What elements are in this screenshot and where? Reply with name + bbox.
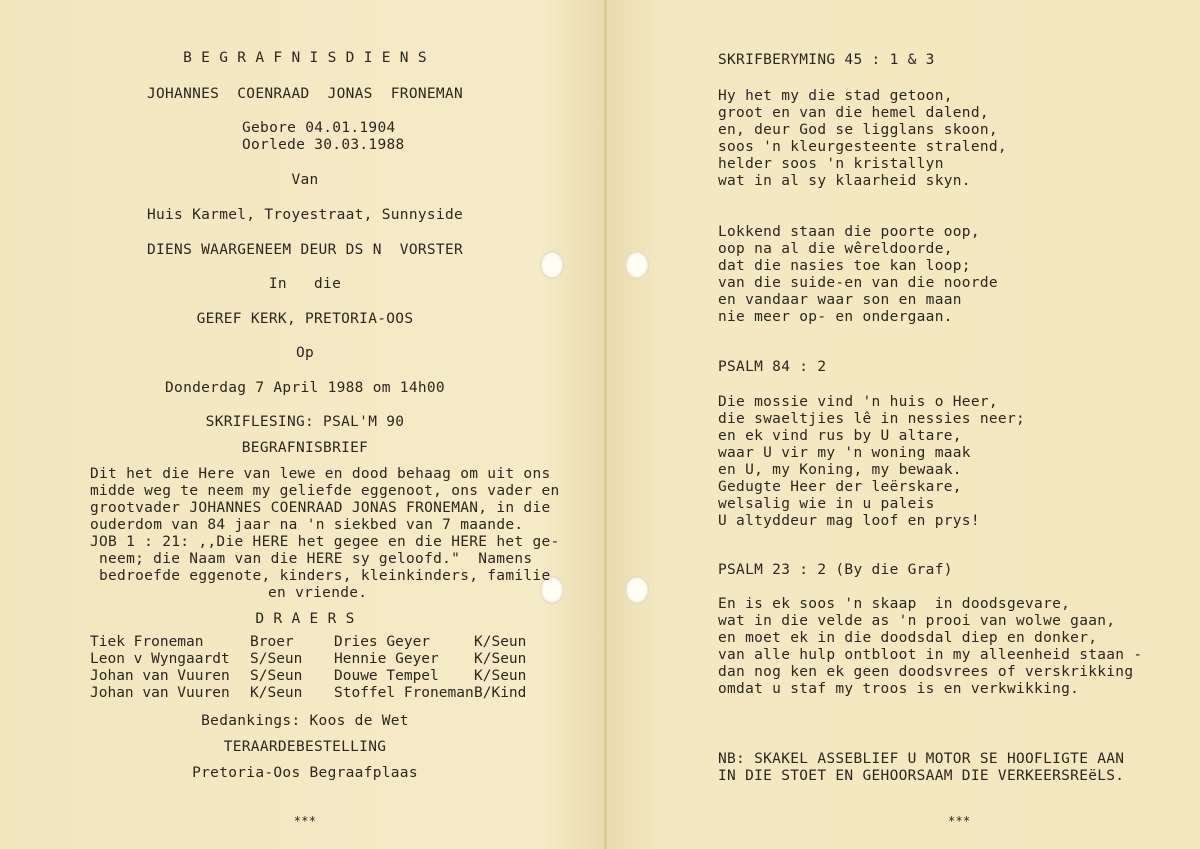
birth-date: Gebore 04.01.1904 (242, 120, 396, 136)
bearers-heading: D R A E R S (255, 611, 355, 627)
bearer-relation: K/Seun (250, 684, 303, 701)
bearers-table (90, 633, 526, 701)
bearer-relation: S/Seun (250, 650, 303, 667)
bearer-relation: K/Seun (474, 633, 527, 650)
van-label: Van (291, 172, 319, 188)
psalm-heading: PSALM 84 : 2 (718, 359, 827, 375)
letter-line: midde weg te neem my geliefde eggenoot, ons vader en (90, 483, 560, 499)
verse-line: en vandaar waar son en maan (718, 292, 962, 308)
service-date: Donderdag 7 April 1988 om 14h00 (165, 380, 445, 396)
verse-line: dan nog ken ek geen doodsvrees of verskrikking (718, 664, 1134, 680)
verse-line: van alle hulp ontbloot in my alleenheid staan - (718, 647, 1143, 663)
officiant: DIENS WAARGENEEM DEUR DS N VORSTER (146, 242, 464, 258)
verse-line: en moet ek in die doodsdal diep en donker, (718, 630, 1098, 646)
verse-line: groot en van die hemel dalend, (718, 105, 989, 121)
bearer-relation: Broer (250, 633, 294, 650)
letter-line: bedroefde eggenote, kinders, kleinkinders, familie (99, 568, 551, 584)
church-name: GEREF KERK, PRETORIA-OOS (196, 311, 414, 327)
burial-heading: TERAARDEBESTELLING (223, 739, 387, 755)
verse-line: wat in al sy klaarheid skyn. (718, 173, 971, 189)
bearer-name: Johan van Vuuren (90, 667, 230, 684)
verse-line: waar U vir my 'n woning maak (718, 445, 971, 461)
closing-stars: *** (293, 814, 317, 828)
letter-line: Dit het die Here van lewe en dood behaag om uit ons (90, 466, 551, 482)
bearer-name: Johan van Vuuren (90, 684, 230, 701)
table-row (90, 667, 526, 684)
letter-heading: BEGRAFNISBRIEF (241, 440, 369, 456)
verse-line: Lokkend staan die poorte oop, (718, 224, 980, 240)
verse-line: welsalig wie in u paleis (718, 496, 935, 512)
deceased-name: JOHANNES COENRAAD JONAS FRONEMAN (146, 86, 464, 102)
notice-line: IN DIE STOET EN GEHOORSAAM DIE VERKEERSREëLS. (718, 768, 1125, 784)
verse-line: soos 'n kleurgesteente stralend, (718, 139, 1007, 155)
bearer-name: Leon v Wyngaardt (90, 650, 230, 667)
bearer-name: Tiek Froneman (90, 633, 204, 650)
closing-stars: *** (948, 814, 971, 828)
punch-hole (625, 251, 649, 279)
letter-line: en vriende. (268, 585, 368, 601)
psalm-heading: PSALM 23 : 2 (By die Graf) (718, 562, 953, 578)
address: Huis Karmel, Troyestraat, Sunnyside (146, 207, 464, 223)
verse-line: nie meer op- en ondergaan. (718, 309, 953, 325)
scripture-reading: SKRIFLESING: PSAL'M 90 (205, 414, 405, 430)
verse-line: En is ek soos 'n skaap in doodsgevare, (718, 596, 1071, 612)
verse-line: U altyddeur mag loof en prys! (718, 513, 980, 529)
bearer-relation: K/Seun (474, 667, 527, 684)
verse-line: omdat u staf my troos is en verkwikking. (718, 681, 1080, 697)
letter-line: grootvader JOHANNES COENRAAD JONAS FRONEMAN, in die (90, 500, 551, 516)
verse-line: dat die nasies toe kan loop; (718, 258, 971, 274)
verse-line: en U, my Koning, my bewaak. (718, 462, 962, 478)
verse-line: helder soos 'n kristallyn (718, 156, 944, 172)
verse-line: die swaeltjies lê in nessies neer; (718, 411, 1026, 427)
bearer-name: Dries Geyer (334, 633, 431, 650)
bearer-relation: B/Kind (474, 684, 527, 701)
verse-line: Hy het my die stad getoon, (718, 88, 953, 104)
verse-line: Die mossie vind 'n huis o Heer, (718, 394, 998, 410)
hymn-heading: SKRIFBERYMING 45 : 1 & 3 (718, 52, 935, 68)
op-label: Op (295, 345, 315, 361)
in-die-label: In die (268, 276, 342, 292)
bearer-name: Douwe Tempel (334, 667, 439, 684)
punch-hole (625, 576, 649, 604)
verse-line: oop na al die wêreldoorde, (718, 241, 953, 257)
letter-line: JOB 1 : 21: ,,Die HERE het gegee en die HERE het ge- (90, 534, 560, 550)
verse-line: wat in die velde as 'n prooi van wolwe gaan, (718, 613, 1116, 629)
verse-line: Gedugte Heer der leërskare, (718, 479, 962, 495)
verse-line: en ek vind rus by U altare, (718, 428, 962, 444)
bearer-relation: K/Seun (474, 650, 527, 667)
letter-line: neem; die Naam van die HERE sy geloofd." Namens (99, 551, 533, 567)
verse-line: en, deur God se ligglans skoon, (718, 122, 998, 138)
bearer-relation: S/Seun (250, 667, 303, 684)
bearer-name: Stoffel Froneman (334, 684, 474, 701)
notice-line: NB: SKAKEL ASSEBLIEF U MOTOR SE HOOFLIGTE AAN (718, 751, 1125, 767)
acknowledgements: Bedankings: Koos de Wet (201, 713, 409, 729)
page-title: B E G R A F N I S D I E N S (183, 50, 427, 66)
cemetery-name: Pretoria-Oos Begraafplaas (192, 765, 418, 781)
death-date: Oorlede 30.03.1988 (242, 137, 405, 153)
verse-line: van die suide-en van die noorde (718, 275, 998, 291)
letter-line: ouderdom van 84 jaar na 'n siekbed van 7 maande. (90, 517, 524, 533)
table-row (90, 633, 526, 650)
bearer-name: Hennie Geyer (334, 650, 439, 667)
table-row (90, 650, 526, 667)
table-row (90, 684, 526, 701)
